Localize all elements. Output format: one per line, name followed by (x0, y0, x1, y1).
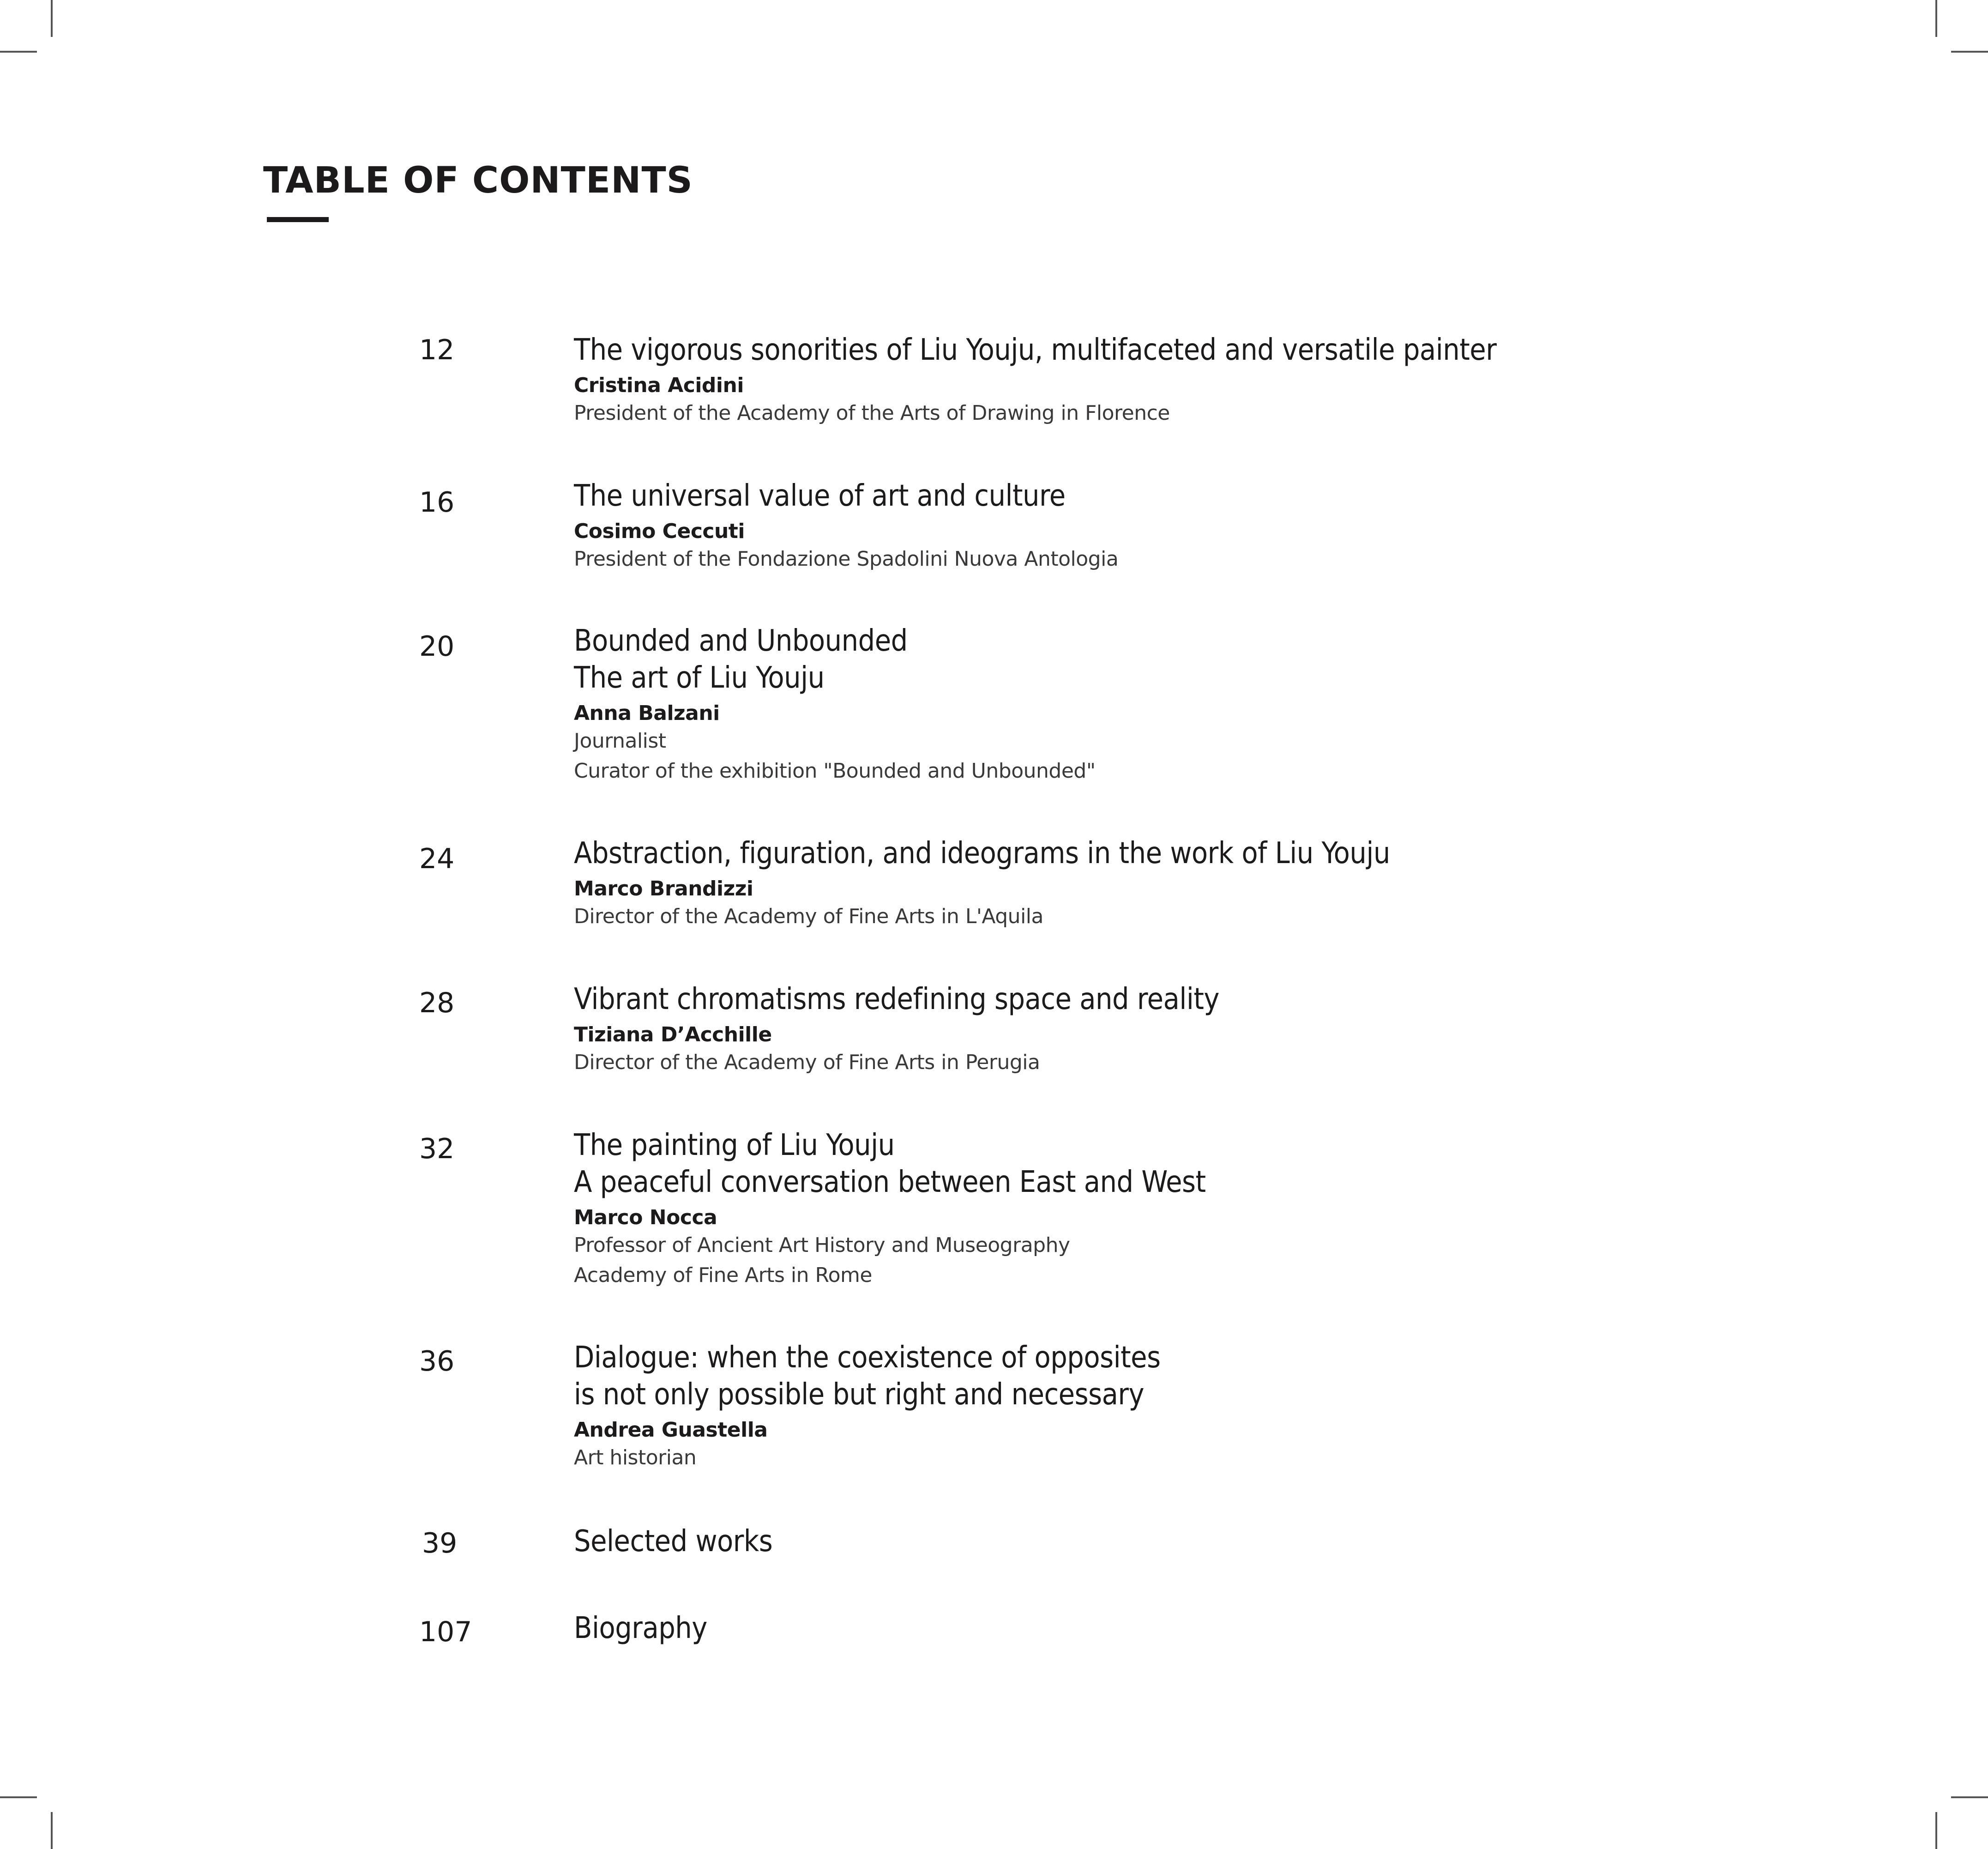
entry-author: Cosimo Ceccuti (574, 520, 745, 543)
entry-author: Anna Balzani (574, 701, 720, 725)
entry-author-role: Journalist (574, 729, 666, 753)
crop-mark-top-right-vertical (1935, 0, 1937, 37)
page-number: 36 (419, 1345, 455, 1378)
crop-mark-bottom-left-horizontal (0, 1796, 37, 1798)
page-number: 28 (419, 987, 455, 1019)
entry-title[interactable]: Abstraction, figuration, and ideograms in the work of Liu Youju (574, 836, 1390, 870)
entry-author-role: Professor of Ancient Art History and Museography (574, 1233, 1070, 1257)
entry-title-line-1[interactable]: Bounded and Unbounded (574, 624, 908, 658)
entry-author: Tiziana D’Acchille (574, 1023, 772, 1046)
entry-title[interactable]: The universal value of art and culture (574, 479, 1066, 513)
entry-author: Cristina Acidini (574, 374, 744, 397)
page-number: 107 (419, 1616, 472, 1648)
entry-title[interactable]: The vigorous sonorities of Liu Youju, multifaceted and versatile painter (574, 333, 1497, 367)
page-number: 24 (419, 843, 455, 875)
title-underline (267, 217, 329, 222)
page-number: 16 (419, 486, 455, 519)
entry-author-role: Art historian (574, 1446, 697, 1469)
crop-mark-top-right-horizontal (1951, 51, 1988, 53)
crop-mark-bottom-right-horizontal (1951, 1796, 1988, 1798)
crop-mark-bottom-right-vertical (1935, 1812, 1937, 1849)
entry-title[interactable]: Biography (574, 1611, 707, 1645)
page-title: TABLE OF CONTENTS (263, 160, 693, 201)
page-number: 12 (419, 334, 455, 366)
entry-author-role: Director of the Academy of Fine Arts in L'Aquila (574, 905, 1043, 928)
entry-author-role: President of the Academy of the Arts of Drawing in Florence (574, 401, 1170, 425)
crop-mark-top-left-vertical (51, 0, 53, 37)
entry-title-line-1[interactable]: Dialogue: when the coexistence of opposites (574, 1341, 1161, 1375)
entry-title-line-2[interactable]: is not only possible but right and necessary (574, 1378, 1145, 1412)
page-number: 32 (419, 1133, 455, 1165)
crop-mark-top-left-horizontal (0, 51, 37, 53)
entry-author: Andrea Guastella (574, 1418, 768, 1442)
entry-author-role: Curator of the exhibition "Bounded and Unbounded" (574, 759, 1096, 783)
entry-title-line-2[interactable]: The art of Liu Youju (574, 661, 825, 695)
entry-author: Marco Brandizzi (574, 877, 753, 900)
entry-title[interactable]: Selected works (574, 1524, 773, 1559)
entry-author-role: Director of the Academy of Fine Arts in Perugia (574, 1051, 1040, 1074)
page-number: 20 (419, 630, 455, 663)
crop-mark-bottom-left-vertical (51, 1812, 53, 1849)
entry-title-line-2[interactable]: A peaceful conversation between East and West (574, 1165, 1206, 1199)
entry-title-line-1[interactable]: The painting of Liu Youju (574, 1128, 895, 1162)
page-number: 39 (422, 1527, 458, 1559)
entry-author-role: President of the Fondazione Spadolini Nuova Antologia (574, 547, 1119, 571)
entry-author-role: Academy of Fine Arts in Rome (574, 1263, 872, 1287)
entry-title[interactable]: Vibrant chromatisms redefining space and reality (574, 982, 1219, 1016)
entry-author: Marco Nocca (574, 1206, 717, 1229)
